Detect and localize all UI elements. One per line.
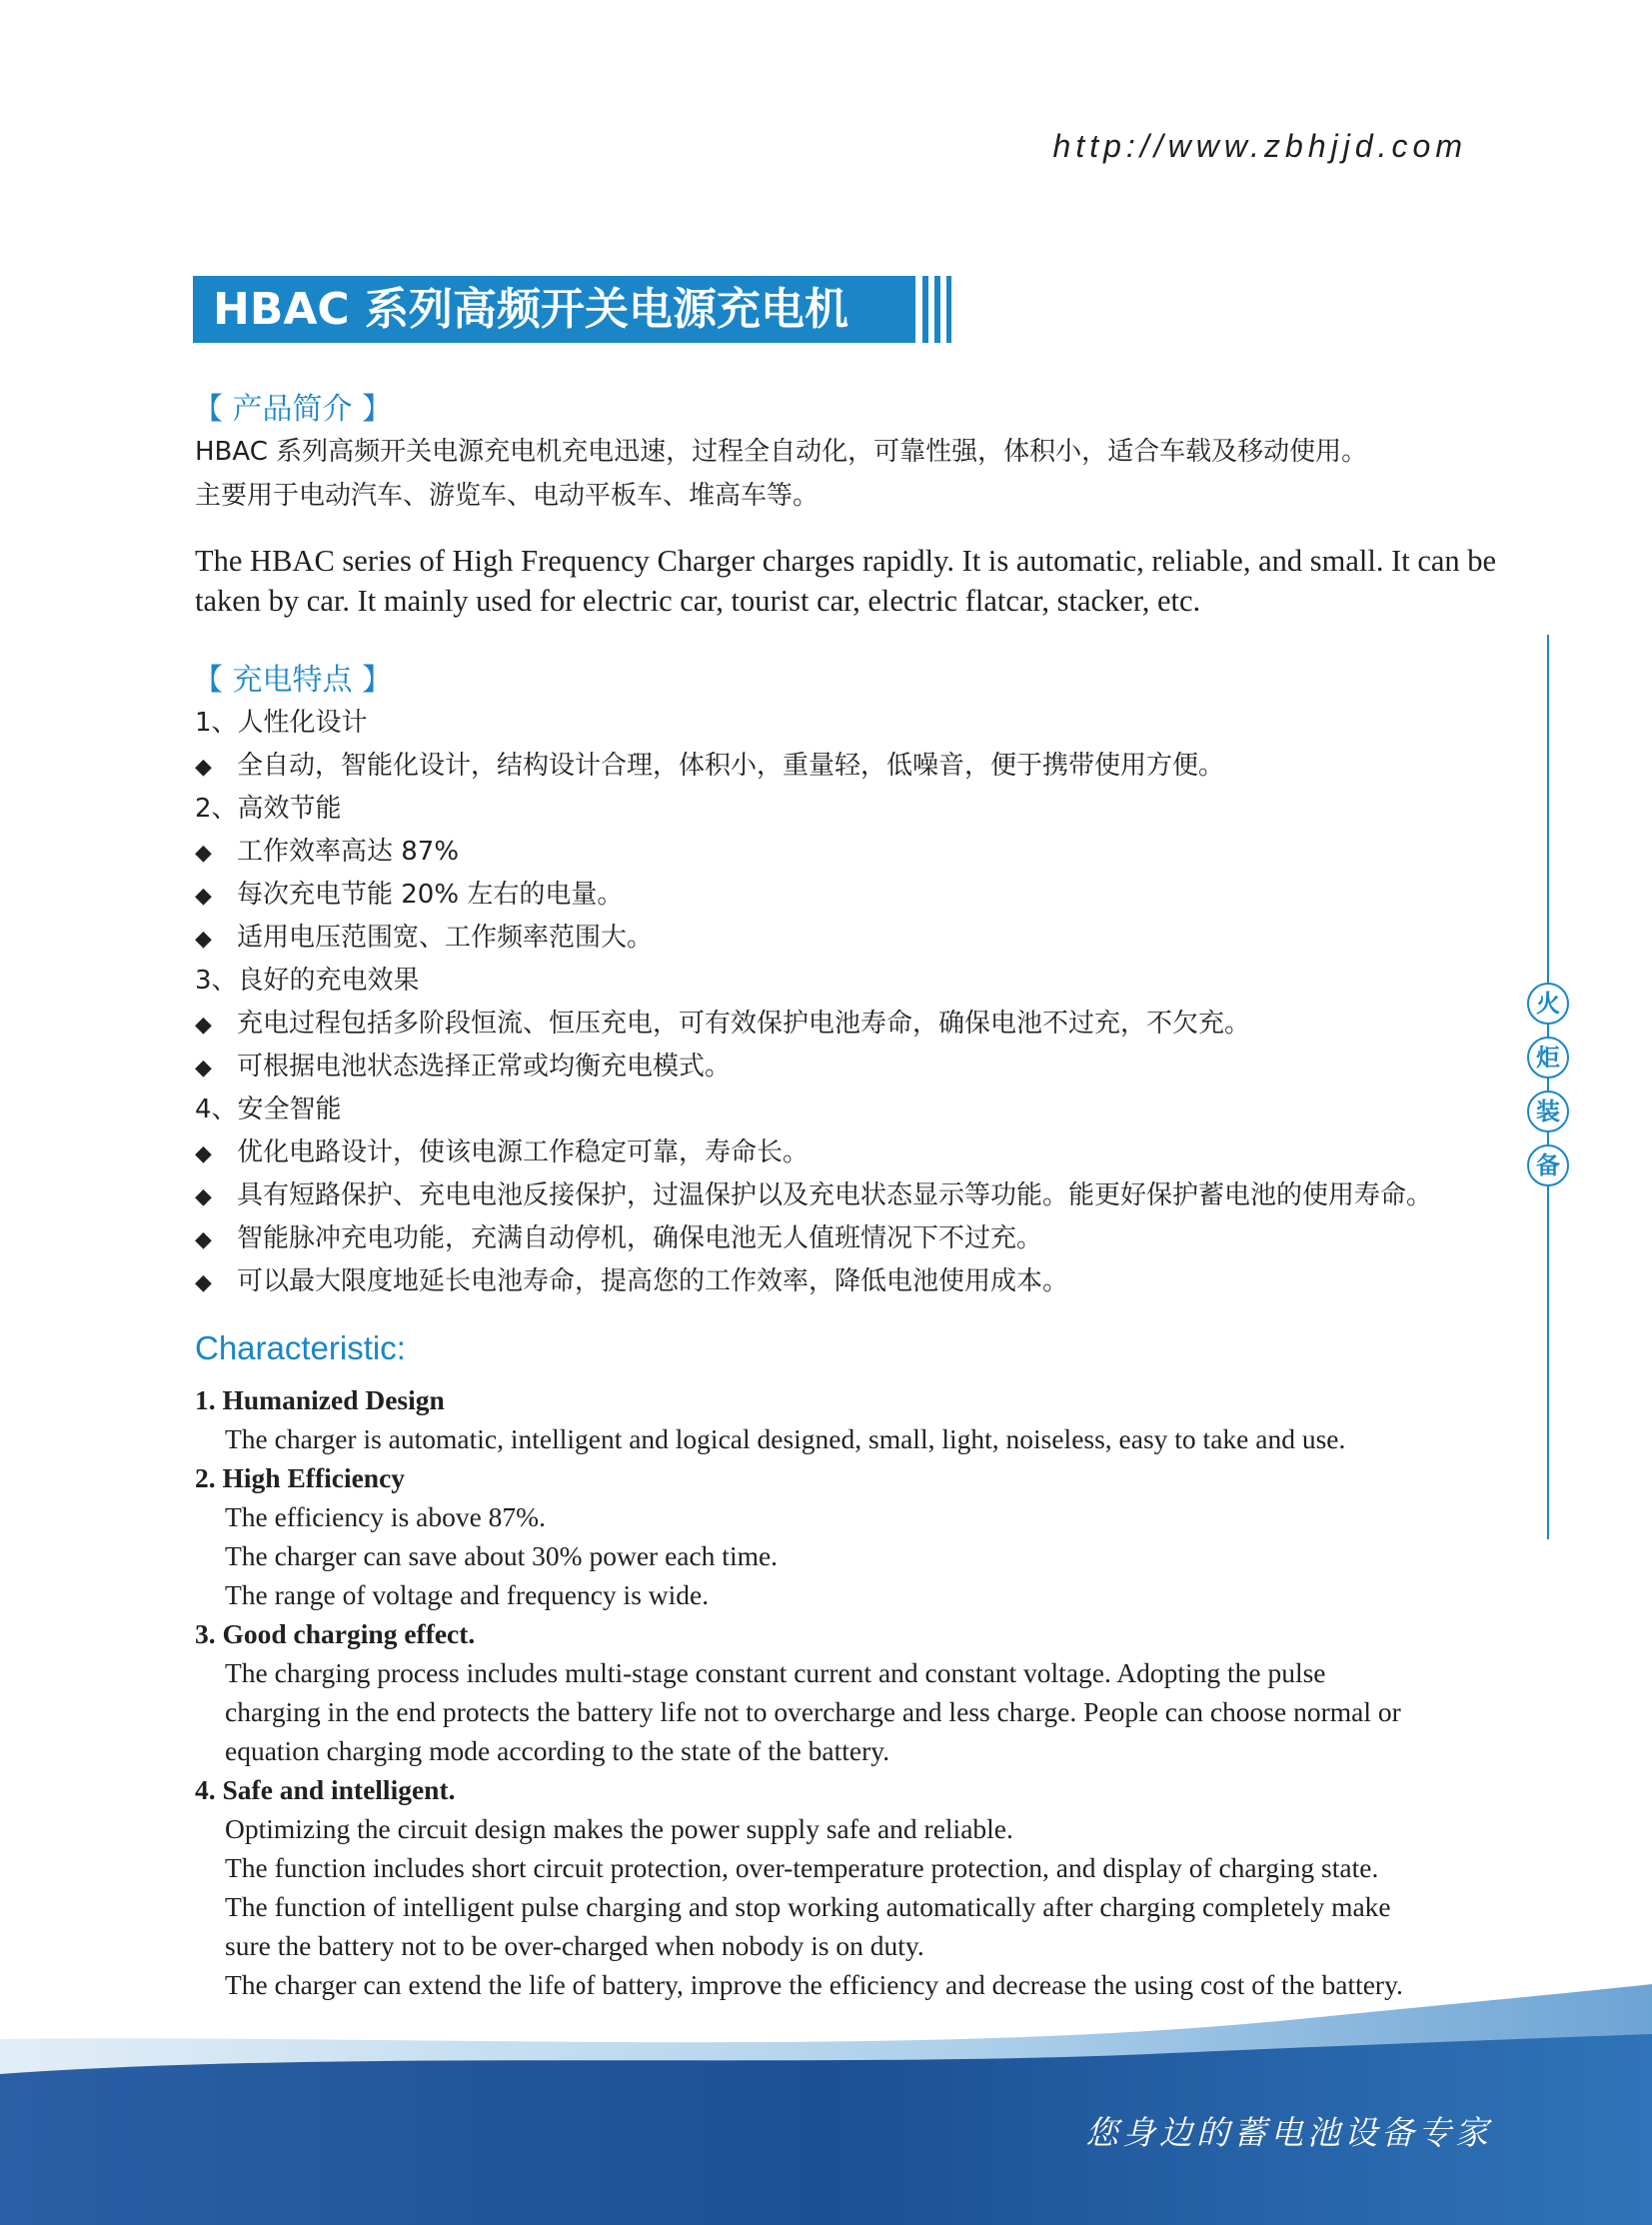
side-line bbox=[1547, 635, 1549, 1539]
characteristic-heading-item: 4. Safe and intelligent. bbox=[195, 1774, 456, 1805]
characteristic-body-line: The charger is automatic, intelligent and logical designed, small, light, noiseless, easy to take and use. bbox=[225, 1423, 1346, 1454]
feature-subheading bbox=[195, 1089, 1432, 1131]
characteristic-body-line: equation charging mode according to the state of the battery. bbox=[225, 1735, 890, 1766]
feature-bullet-item bbox=[195, 1003, 1432, 1046]
characteristic-heading-item: 3. Good charging effect. bbox=[195, 1618, 476, 1649]
side-badge-char: 炬 bbox=[1527, 1037, 1569, 1079]
features-list bbox=[195, 702, 1432, 1303]
bullet-diamond-icon: ◆ bbox=[195, 884, 212, 909]
feature-bullet-item bbox=[195, 1217, 1432, 1260]
side-badge-char: 火 bbox=[1527, 983, 1569, 1025]
feature-text: 可根据电池状态选择正常或均衡充电模式。 bbox=[237, 1052, 732, 1082]
bullet-diamond-icon: ◆ bbox=[195, 1270, 212, 1295]
title-banner bbox=[193, 276, 915, 343]
feature-text: 可以最大限度地延长电池寿命，提高您的工作效率，降低电池使用成本。 bbox=[237, 1266, 1069, 1296]
characteristic-heading-item: 1. Humanized Design bbox=[195, 1384, 445, 1415]
feature-text: 智能脉冲充电功能，充满自动停机，确保电池无人值班情况下不过充。 bbox=[237, 1223, 1043, 1253]
bullet-diamond-icon: ◆ bbox=[195, 1056, 212, 1081]
feature-bullet-item bbox=[195, 874, 1432, 917]
bullet-diamond-icon: ◆ bbox=[195, 1013, 212, 1038]
bullet-diamond-icon: ◆ bbox=[195, 927, 212, 952]
feature-bullet-item bbox=[195, 745, 1432, 788]
feature-text: 优化电路设计，使该电源工作稳定可靠，寿命长。 bbox=[237, 1137, 810, 1167]
feature-text: 1、人性化设计 bbox=[195, 708, 368, 738]
feature-subheading bbox=[195, 788, 1432, 831]
page-title: HBAC 系列高频开关电源充电机 bbox=[213, 284, 849, 335]
bullet-diamond-icon: ◆ bbox=[195, 1227, 212, 1252]
feature-text: 2、高效节能 bbox=[195, 794, 342, 824]
bullet-diamond-icon: ◆ bbox=[195, 1141, 212, 1166]
feature-subheading bbox=[195, 960, 1432, 1003]
characteristic-body-line: The charging process includes multi-stage constant current and constant voltage. Adopting the pulse bbox=[225, 1657, 1326, 1688]
feature-text: 全自动，智能化设计，结构设计合理，体积小，重量轻，低噪音，便于携带使用方便。 bbox=[237, 751, 1225, 781]
feature-text: 具有短路保护、充电电池反接保护，过温保护以及充电状态显示等功能。能更好保护蓄电池的使用寿命。 bbox=[237, 1180, 1433, 1210]
side-badge-char: 装 bbox=[1527, 1091, 1569, 1132]
feature-text: 4、安全智能 bbox=[195, 1095, 342, 1124]
intro-heading: 【 产品简介 】 bbox=[193, 392, 393, 427]
characteristic-heading: Characteristic: bbox=[195, 1329, 406, 1366]
title-stripes bbox=[922, 276, 958, 343]
characteristic-body-line: charging in the end protects the battery life not to overcharge and less charge. People can choose normal or bbox=[225, 1696, 1401, 1727]
feature-bullet-item bbox=[195, 917, 1432, 960]
bullet-diamond-icon: ◆ bbox=[195, 841, 212, 866]
characteristic-body-line: The function of intelligent pulse charging and stop working automatically after charging completely make bbox=[225, 1891, 1391, 1922]
characteristic-list bbox=[195, 1380, 1403, 2004]
feature-text: 适用电压范围宽、工作频率范围大。 bbox=[237, 923, 654, 953]
characteristic-body-line: sure the battery not to be over-charged when nobody is on duty. bbox=[225, 1930, 924, 1961]
feature-bullet-item bbox=[195, 1260, 1432, 1303]
characteristic-body-line: The range of voltage and frequency is wide. bbox=[225, 1579, 710, 1610]
feature-subheading bbox=[195, 702, 1432, 745]
bullet-diamond-icon: ◆ bbox=[195, 1184, 212, 1209]
footer-slogan: 您身边的蓄电池设备专家 bbox=[1085, 2113, 1492, 2152]
features-heading: 【 充电特点 】 bbox=[193, 663, 393, 698]
intro-zh-line-1: HBAC 系列高频开关电源充电机充电迅速，过程全自动化，可靠性强，体积小，适合车载及移动使用。 bbox=[195, 437, 1368, 467]
intro-en-text: The HBAC series of High Frequency Charger charges rapidly. It is automatic, reliable, and small. It can be taken by car. It mainly used for electric car, tourist car, electric flatcar, stacker, etc. bbox=[195, 544, 1497, 618]
feature-text: 充电过程包括多阶段恒流、恒压充电，可有效保护电池寿命，确保电池不过充，不欠充。 bbox=[237, 1009, 1251, 1039]
feature-text: 工作效率高达 87% bbox=[237, 837, 460, 867]
side-badge-char: 备 bbox=[1527, 1144, 1569, 1186]
footer-waves bbox=[0, 1979, 1652, 2225]
feature-bullet-item bbox=[195, 1131, 1432, 1174]
feature-text: 每次充电节能 20% 左右的电量。 bbox=[237, 880, 624, 910]
feature-bullet-item bbox=[195, 1046, 1432, 1089]
bullet-diamond-icon: ◆ bbox=[195, 755, 212, 780]
feature-bullet-item bbox=[195, 1174, 1432, 1217]
characteristic-body-line: The charger can save about 30% power each time. bbox=[225, 1540, 779, 1571]
characteristic-body-line: The efficiency is above 87%. bbox=[225, 1501, 546, 1532]
feature-text: 3、良好的充电效果 bbox=[195, 966, 420, 996]
feature-bullet-item bbox=[195, 831, 1432, 874]
characteristic-body-line: The function includes short circuit protection, over-temperature protection, and display of charging state. bbox=[225, 1852, 1379, 1883]
characteristic-body-line: The charger can extend the life of battery, improve the efficiency and decrease the using cost of the battery. bbox=[225, 1969, 1403, 2000]
characteristic-heading-item: 2. High Efficiency bbox=[195, 1462, 406, 1493]
website-url: http://www.zbhjjd.com bbox=[1052, 128, 1467, 164]
intro-zh-line-2: 主要用于电动汽车、游览车、电动平板车、堆高车等。 bbox=[195, 481, 820, 511]
characteristic-body-line: Optimizing the circuit design makes the power supply safe and reliable. bbox=[225, 1813, 1013, 1844]
